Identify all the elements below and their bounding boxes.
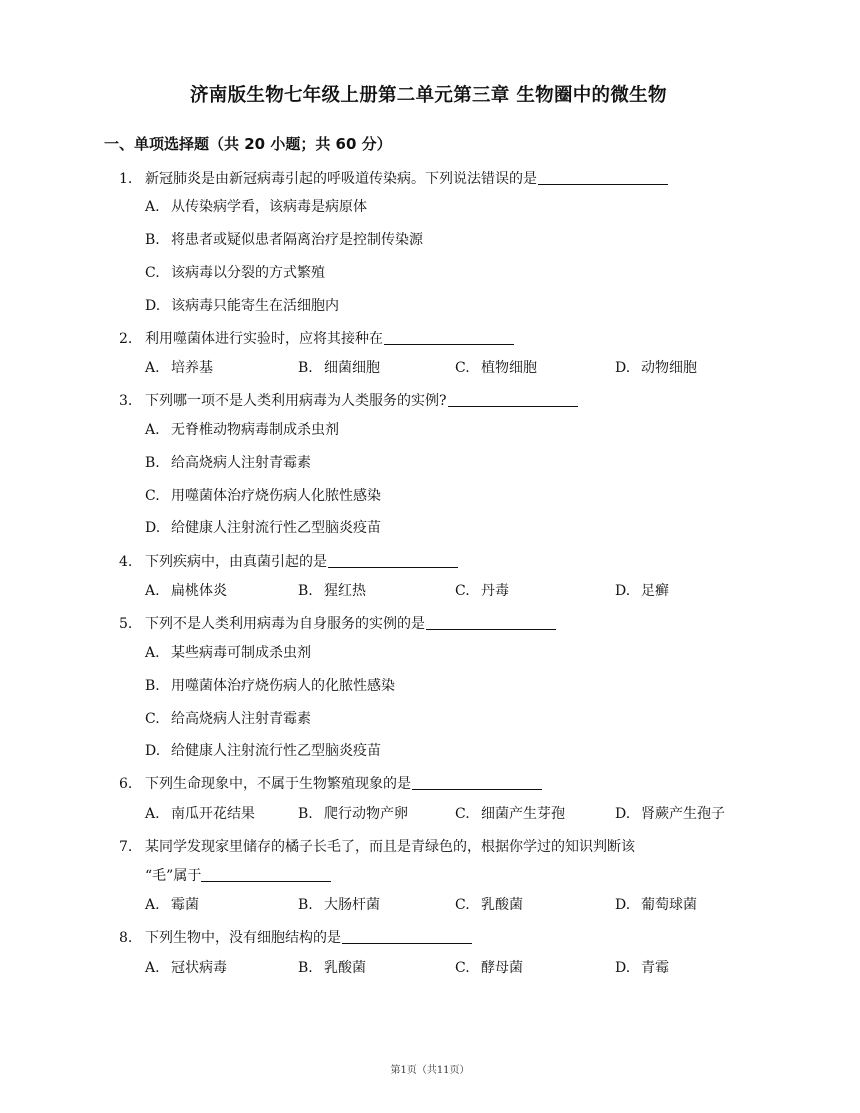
- option-text: 将患者或疑似患者隔离治疗是控制传染源: [171, 232, 423, 248]
- option-letter: A.: [145, 645, 160, 661]
- option-letter: C.: [145, 488, 160, 504]
- question-text: 下列生物中，没有细胞结构的是: [145, 930, 341, 946]
- option-text: 植物细胞: [481, 360, 537, 376]
- option-text: 某些病毒可制成杀虫剂: [171, 645, 311, 661]
- answer-option[interactable]: [455, 580, 509, 600]
- option-letter: A.: [145, 583, 160, 599]
- question-text: 新冠肺炎是由新冠病毒引起的呼吸道传染病。下列说法错误的是: [145, 171, 537, 187]
- page-footer: 第1页（共11页）: [390, 1065, 470, 1076]
- answer-blank[interactable]: [426, 615, 556, 630]
- answer-option[interactable]: [615, 894, 697, 914]
- option-text: 从传染病学看，该病毒是病原体: [171, 199, 367, 215]
- answer-option[interactable]: [455, 957, 523, 977]
- section-heading: 一、单项选择题（共 20 小题；共 60 分）: [104, 135, 392, 153]
- option-letter: C.: [145, 265, 160, 281]
- option-text: 给健康人注射流行性乙型脑炎疫苗: [171, 520, 381, 536]
- question-text: 下列不是人类利用病毒为自身服务的实例的是: [145, 616, 425, 632]
- option-letter: B.: [145, 232, 160, 248]
- question-number: 7.: [119, 839, 133, 855]
- answer-option[interactable]: [145, 957, 227, 977]
- question-number: 3.: [119, 393, 133, 409]
- answer-blank[interactable]: [538, 170, 668, 185]
- option-letter: B.: [298, 583, 313, 599]
- question-text-continued: [145, 865, 331, 885]
- option-letter: B.: [145, 455, 160, 471]
- option-letter: C.: [455, 960, 470, 976]
- option-text: 给高烧病人注射青霉素: [171, 455, 311, 471]
- option-text: 冠状病毒: [171, 960, 227, 976]
- answer-option[interactable]: [298, 580, 366, 600]
- answer-option[interactable]: [455, 803, 565, 823]
- question-text: 某同学发现家里储存的橘子长毛了，而且是青绿色的，根据你学过的知识判断该: [145, 839, 635, 855]
- option-letter: D.: [615, 583, 631, 599]
- option-text: 动物细胞: [641, 360, 697, 376]
- answer-option[interactable]: [615, 357, 697, 377]
- option-letter: A.: [145, 360, 160, 376]
- option-text: 肾蕨产生孢子: [641, 806, 725, 822]
- question-number: 5.: [119, 616, 133, 632]
- page-title: 济南版生物七年级上册第二单元第三章 生物圈中的微生物: [190, 85, 667, 106]
- answer-blank[interactable]: [384, 330, 514, 345]
- option-text: 无脊椎动物病毒制成杀虫剂: [171, 422, 339, 438]
- answer-option[interactable]: [145, 675, 395, 695]
- option-text: 大肠杆菌: [324, 897, 380, 913]
- question-text: “毛”属于: [145, 868, 202, 884]
- answer-option[interactable]: [145, 452, 311, 472]
- question-stem: [119, 613, 556, 633]
- option-letter: D.: [145, 743, 161, 759]
- question-text: 下列生命现象中，不属于生物繁殖现象的是: [145, 776, 411, 792]
- option-letter: D.: [615, 806, 631, 822]
- answer-option[interactable]: [145, 740, 381, 760]
- option-text: 爬行动物产卵: [324, 806, 408, 822]
- question-text: 下列疾病中，由真菌引起的是: [145, 554, 327, 570]
- option-letter: C.: [455, 897, 470, 913]
- answer-option[interactable]: [298, 894, 380, 914]
- option-letter: C.: [145, 711, 160, 727]
- answer-option[interactable]: [298, 357, 380, 377]
- question-stem: [119, 168, 668, 188]
- option-letter: D.: [615, 960, 631, 976]
- answer-option[interactable]: [455, 894, 523, 914]
- option-letter: A.: [145, 422, 160, 438]
- option-letter: C.: [455, 583, 470, 599]
- question-stem: [119, 836, 635, 856]
- question-number: 8.: [119, 930, 133, 946]
- option-letter: B.: [298, 960, 313, 976]
- option-text: 酵母菌: [481, 960, 523, 976]
- question-number: 4.: [119, 554, 133, 570]
- option-text: 细菌产生芽孢: [481, 806, 565, 822]
- option-text: 该病毒以分裂的方式繁殖: [171, 265, 325, 281]
- question-stem: [119, 328, 514, 348]
- option-letter: A.: [145, 806, 160, 822]
- option-text: 青霉: [641, 960, 669, 976]
- option-text: 用噬菌体治疗烧伤病人化脓性感染: [171, 488, 381, 504]
- option-letter: B.: [298, 897, 313, 913]
- option-text: 足癣: [641, 583, 669, 599]
- option-text: 细菌细胞: [324, 360, 380, 376]
- option-text: 扁桃体炎: [171, 583, 227, 599]
- option-text: 乳酸菌: [481, 897, 523, 913]
- answer-option[interactable]: [145, 642, 311, 662]
- option-letter: B.: [298, 360, 313, 376]
- answer-option[interactable]: [145, 708, 311, 728]
- answer-option[interactable]: [298, 957, 366, 977]
- answer-option[interactable]: [145, 262, 325, 282]
- option-letter: D.: [145, 298, 161, 314]
- option-letter: C.: [455, 360, 470, 376]
- answer-blank[interactable]: [448, 392, 578, 407]
- option-letter: C.: [455, 806, 470, 822]
- question-stem: [119, 551, 458, 571]
- option-letter: A.: [145, 897, 160, 913]
- answer-option[interactable]: [145, 419, 339, 439]
- answer-option[interactable]: [298, 803, 408, 823]
- option-text: 猩红热: [324, 583, 366, 599]
- answer-option[interactable]: [145, 517, 381, 537]
- question-stem: [119, 390, 578, 410]
- option-text: 南瓜开花结果: [171, 806, 255, 822]
- answer-option[interactable]: [145, 803, 255, 823]
- answer-blank[interactable]: [201, 867, 331, 882]
- question-text: 利用噬菌体进行实验时，应将其接种在: [145, 331, 383, 347]
- option-text: 用噬菌体治疗烧伤病人的化脓性感染: [171, 678, 395, 694]
- option-letter: B.: [298, 806, 313, 822]
- answer-option[interactable]: [145, 229, 423, 249]
- option-text: 霉菌: [171, 897, 199, 913]
- option-letter: D.: [615, 897, 631, 913]
- question-number: 6.: [119, 776, 133, 792]
- answer-option[interactable]: [145, 357, 213, 377]
- option-text: 乳酸菌: [324, 960, 366, 976]
- answer-option[interactable]: [145, 580, 227, 600]
- option-letter: B.: [145, 678, 160, 694]
- question-text: 下列哪一项不是人类利用病毒为人类服务的实例?: [145, 393, 447, 409]
- answer-option[interactable]: [145, 485, 381, 505]
- question-stem: [119, 773, 542, 793]
- question-stem: [119, 927, 472, 947]
- option-text: 该病毒只能寄生在活细胞内: [171, 298, 339, 314]
- option-letter: D.: [615, 360, 631, 376]
- answer-option[interactable]: [145, 295, 339, 315]
- option-text: 葡萄球菌: [641, 897, 697, 913]
- answer-option[interactable]: [615, 580, 669, 600]
- option-text: 给高烧病人注射青霉素: [171, 711, 311, 727]
- answer-option[interactable]: [145, 894, 199, 914]
- answer-option[interactable]: [455, 357, 537, 377]
- answer-blank[interactable]: [342, 929, 472, 944]
- answer-option[interactable]: [145, 196, 367, 216]
- option-letter: A.: [145, 960, 160, 976]
- option-letter: A.: [145, 199, 160, 215]
- answer-option[interactable]: [615, 803, 725, 823]
- question-number: 2.: [119, 331, 133, 347]
- option-text: 丹毒: [481, 583, 509, 599]
- option-text: 培养基: [171, 360, 213, 376]
- answer-blank[interactable]: [412, 775, 542, 790]
- option-text: 给健康人注射流行性乙型脑炎疫苗: [171, 743, 381, 759]
- answer-blank[interactable]: [328, 553, 458, 568]
- question-number: 1.: [119, 171, 133, 187]
- answer-option[interactable]: [615, 957, 669, 977]
- option-letter: D.: [145, 520, 161, 536]
